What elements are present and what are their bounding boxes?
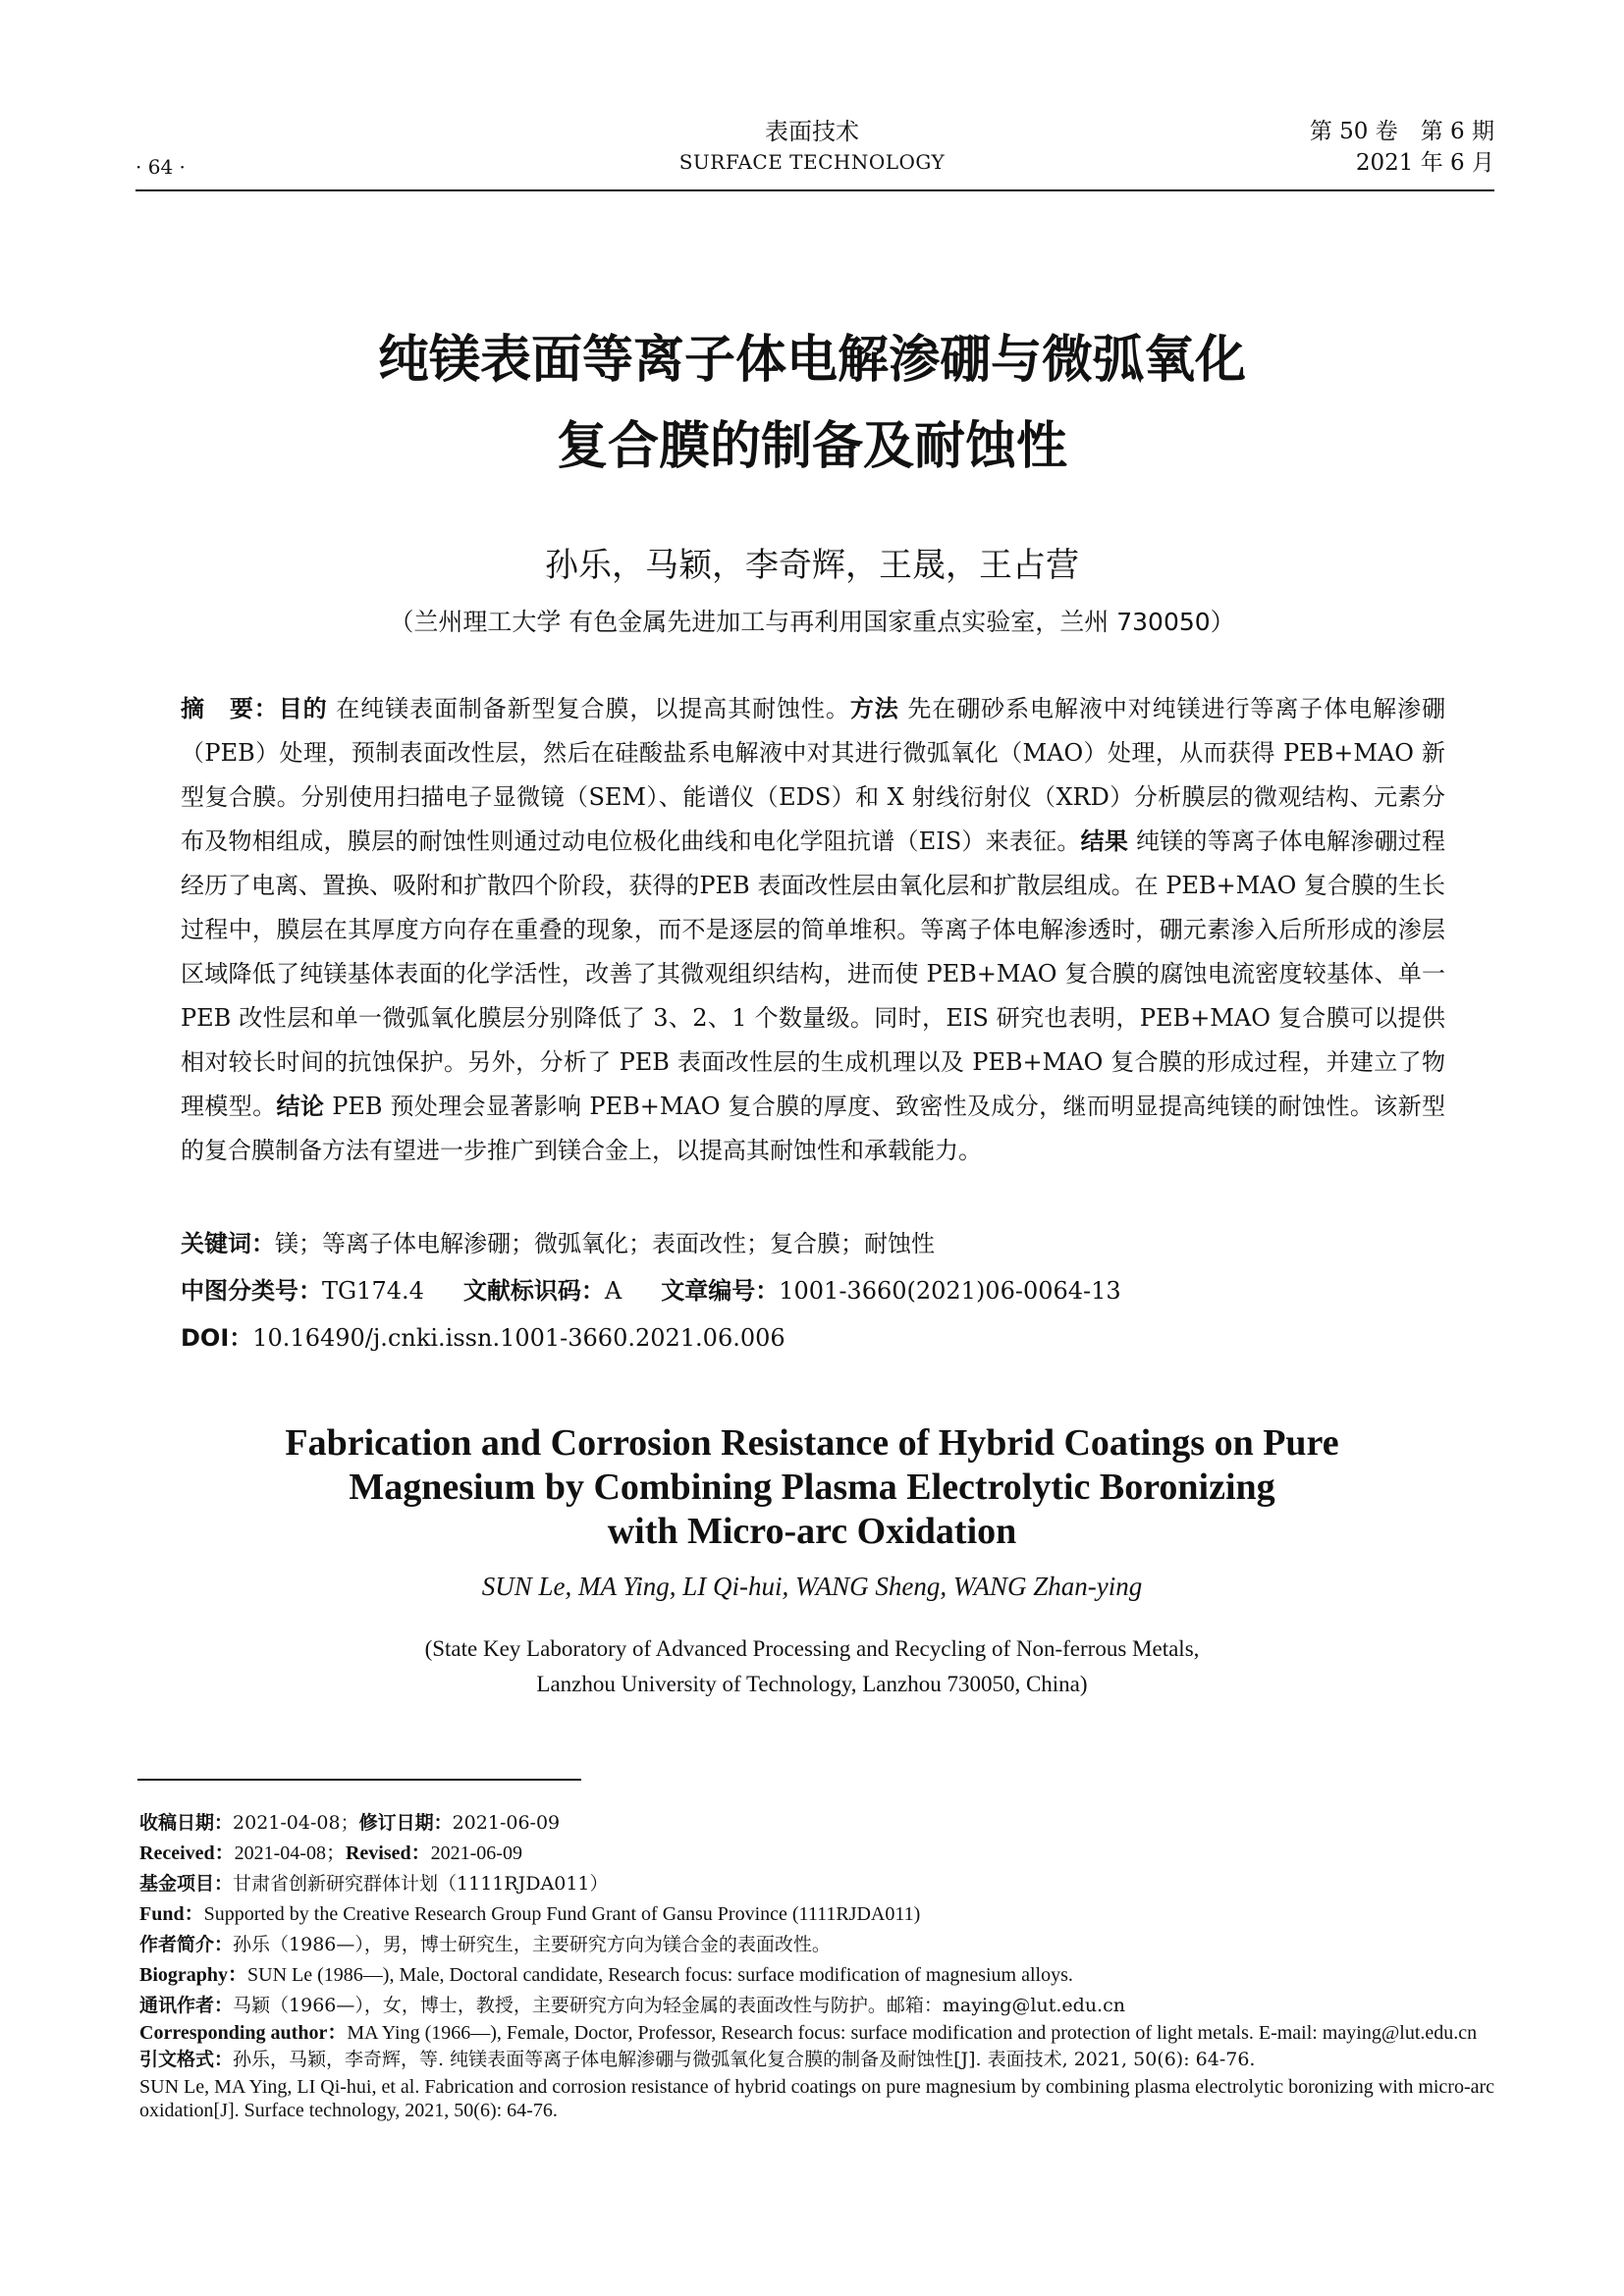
footnote-citation-cn: 引文格式：孙乐，马颖，李奇辉，等. 纯镁表面等离子体电解渗硼与微弧氧化复合膜的制备及耐蚀性[J]. 表面技术, 2021, 50(6): 64-76. xyxy=(139,2049,1256,2070)
purpose-text: 在纯镁表面制备新型复合膜，以提高其耐蚀性。 xyxy=(327,695,850,722)
article-number-label: 文章编号： xyxy=(661,1277,780,1305)
title-cn-line2: 复合膜的制备及耐蚀性 xyxy=(556,417,1067,476)
authors-en: SUN Le, MA Ying, LI Qi-hui, WANG Sheng, WANG Zhan-ying xyxy=(481,1572,1143,1601)
title-en-line1: Fabrication and Corrosion Resistance of Hybrid Coatings on Pure xyxy=(285,1422,1339,1464)
issue-info xyxy=(1310,116,1494,179)
conclusion-label: 结论 xyxy=(276,1093,325,1120)
abstract-label: 摘 要： xyxy=(181,695,279,722)
title-cn xyxy=(0,317,1624,490)
doi xyxy=(181,1318,1457,1358)
footnote-rule xyxy=(137,1779,581,1781)
affiliation-en-line1: (State Key Laboratory of Advanced Processing and Recycling of Non-ferrous Metals, xyxy=(424,1636,1200,1661)
footnotes xyxy=(139,1808,1504,2122)
article-number-value: 1001-3660(2021)06-0064-13 xyxy=(779,1277,1121,1305)
doc-code-label: 文献标识码： xyxy=(462,1277,605,1305)
keywords xyxy=(181,1224,1457,1263)
header-rule xyxy=(135,189,1494,191)
method-label: 方法 xyxy=(849,695,899,722)
footnote-received-en: Received：2021-04-08；Revised：2021-06-09 xyxy=(139,1842,522,1864)
classification xyxy=(181,1271,1457,1310)
issue-date: 2021 年 6 月 xyxy=(1355,150,1494,176)
clc-value: TG174.4 xyxy=(322,1277,424,1305)
result-text: 纯镁的等离子体电解渗硼过程经历了电离、置换、吸附和扩散四个阶段，获得的PEB 表面改性层由氧化层和扩散层组成。在 PEB+MAO 复合膜的生长过程中，膜层在其厚度方向存在重叠的现象，而不是逐层的简单堆积。等离子体电解渗透时，硼元素渗入后所形成的渗层区域降低了纯镁基体表面的化学活性，改善了其微观组织结构，进而使 PEB+MAO 复合膜的腐蚀电流密度较基体、单一 PEB 改性层和单一微弧氧化膜层分别降低了 3、2、1 个数量级。同时，EIS 研究也表明，PEB+MAO 复合膜可以提供相对较长时间的抗蚀保护。另外，分析了 PEB 表面改性层的生成机理以及 PEB+MAO 复合膜的形成过程，并建立了物理模型。 xyxy=(181,828,1445,1120)
journal-name-cn: 表面技术 xyxy=(765,118,859,145)
keywords-label: 关键词： xyxy=(181,1230,275,1257)
footnote-fund-cn: 基金项目：甘肃省创新研究群体计划（1111RJDA011） xyxy=(139,1873,609,1895)
title-cn-line1: 纯镁表面等离子体电解渗硼与微弧氧化 xyxy=(377,331,1246,390)
journal-name-en: SURFACE TECHNOLOGY xyxy=(678,150,946,174)
abstract xyxy=(181,687,1445,1173)
footnote-bio-en: Biography：SUN Le (1986—), Male, Doctoral candidate, Research focus: surface modification of magnesium alloys. xyxy=(139,1964,1073,1986)
footnote-citation-en: SUN Le, MA Ying, LI Qi-hui, et al. Fabrication and corrosion resistance of hybrid coatings on pure magnesium by combining plasma electrolytic boronizing with micro-arc oxidation[J]. Surface technology, 2021, 50(6): 64-76. xyxy=(139,2076,1495,2121)
title-en-line2: Magnesium by Combining Plasma Electrolytic Boronizing xyxy=(349,1467,1275,1508)
volume-issue: 第 50 卷 第 6 期 xyxy=(1309,119,1494,144)
affiliation-en xyxy=(0,1631,1624,1702)
affiliation-cn: （兰州理工大学 有色金属先进加工与再利用国家重点实验室，兰州 730050） xyxy=(389,608,1235,636)
result-label: 结果 xyxy=(1080,828,1129,855)
footnote-corresponding-en: Corresponding author：MA Ying (1966—), Female, Doctor, Professor, Research focus: surface modification and protection of light metals. E-mail: maying@lut.edu.cn xyxy=(139,2022,1478,2044)
purpose-label: 目的 xyxy=(278,695,328,722)
keywords-value: 镁；等离子体电解渗硼；微弧氧化；表面改性；复合膜；耐蚀性 xyxy=(275,1230,935,1257)
footnote-fund-en: Fund：Supported by the Creative Research Group Fund Grant of Gansu Province (1111RJDA011) xyxy=(139,1903,921,1925)
title-en xyxy=(0,1421,1624,1554)
method-text: 先在硼砂系电解液中对纯镁进行等离子体电解渗硼（PEB）处理，预制表面改性层，然后在硅酸盐系电解液中对其进行微弧氧化（MAO）处理，从而获得 PEB+MAO 新型复合膜。分别使用扫描电子显微镜（SEM）、能谱仪（EDS）和 X 射线衍射仪（XRD）分析膜层的微观结构、元素分布及物相组成，膜层的耐蚀性则通过动电位极化曲线和电化学阻抗谱（EIS）来表征。 xyxy=(181,695,1445,855)
title-en-line3: with Micro-arc Oxidation xyxy=(607,1511,1017,1552)
authors-cn: 孙乐，马颖，李奇辉，王晟，王占营 xyxy=(545,546,1079,585)
doi-value: 10.16490/j.cnki.issn.1001-3660.2021.06.006 xyxy=(252,1324,785,1352)
page-number: · 64 · xyxy=(135,155,186,179)
footnote-bio-cn: 作者简介：孙乐（1986—），男，博士研究生，主要研究方向为镁合金的表面改性。 xyxy=(139,1934,831,1955)
doi-label: DOI： xyxy=(181,1324,253,1352)
footnote-corresponding-cn: 通讯作者：马颖（1966—），女，博士，教授，主要研究方向为轻金属的表面改性与防护。邮箱：maying@lut.edu.cn xyxy=(139,1995,1125,2016)
doc-code-value: A xyxy=(604,1277,623,1305)
conclusion-text: PEB 预处理会显著影响 PEB+MAO 复合膜的厚度、致密性及成分，继而明显提高纯镁的耐蚀性。该新型的复合膜制备方法有望进一步推广到镁合金上，以提高其耐蚀性和承载能力。 xyxy=(181,1093,1445,1164)
footnote-received-cn: 收稿日期：2021-04-08；修订日期：2021-06-09 xyxy=(139,1812,561,1834)
affiliation-en-line2: Lanzhou University of Technology, Lanzhou 730050, China) xyxy=(536,1672,1088,1696)
clc-label: 中图分类号： xyxy=(181,1277,322,1305)
